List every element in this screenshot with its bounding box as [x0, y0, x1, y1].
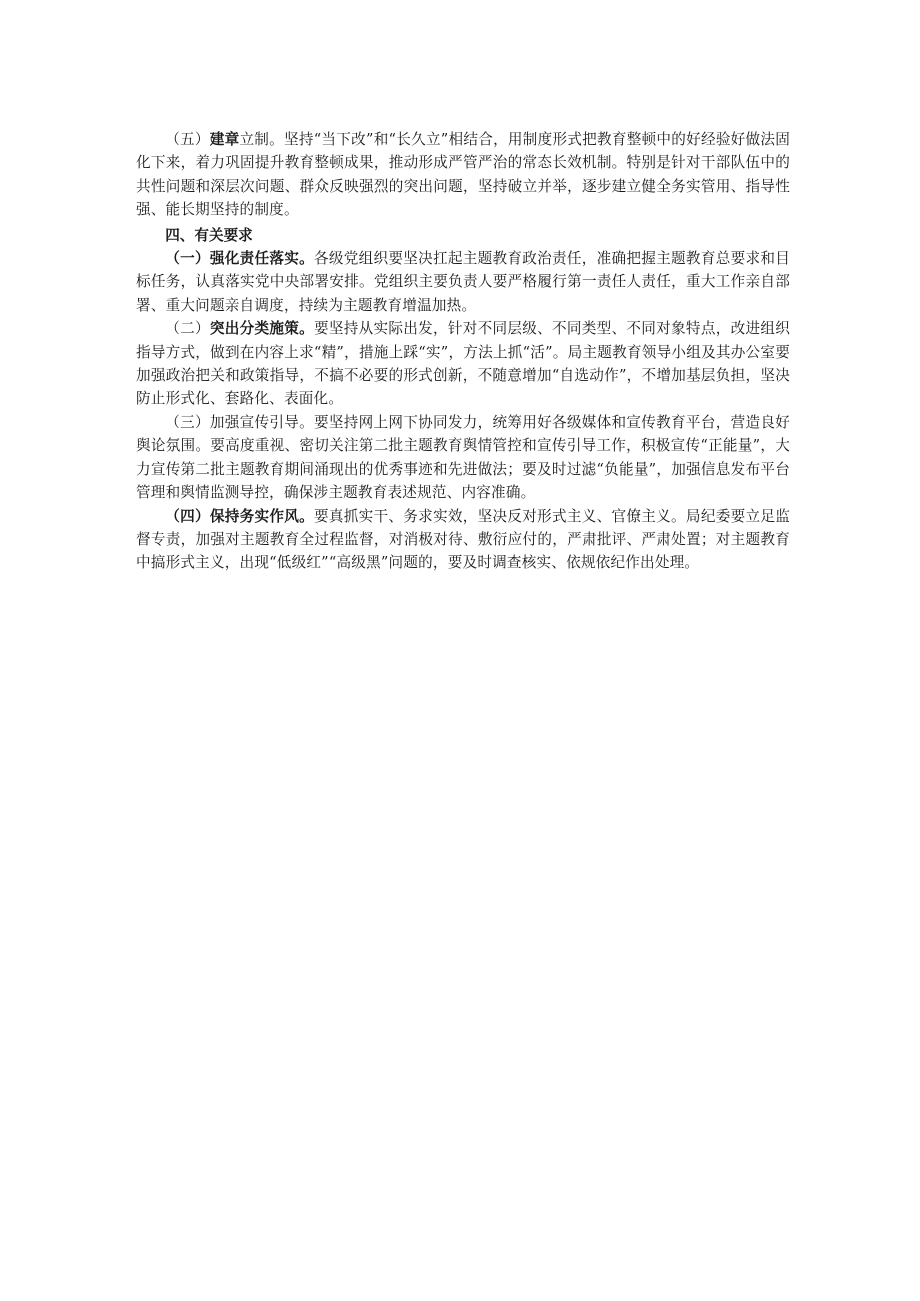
document-body	[136, 128, 790, 575]
requirement-prefix: （四）	[165, 507, 210, 525]
requirement-title: 加强宣传引导。	[209, 413, 314, 431]
requirement-body: 要坚持网上网下协同发力，统筹用好各级媒体和宣传教育平台，营造良好舆论氛围。要高度重视、密切关注第二批主题教育舆情管控和宣传引导工作，积极宣传“正能量”，大力宣传第二批主题教育期间涌现出的优秀事迹和先进做法；要及时过滤“负能量”，加强信息发布平台管理和舆情监测导控，确保涉主题教育表述规范、内容准确。	[136, 413, 790, 502]
requirement-prefix: （一）	[165, 250, 210, 268]
paragraph-five-prefix: （五）	[165, 131, 210, 148]
paragraph-five-title-bold: 建章	[209, 131, 240, 148]
requirement-title: 突出分类施策。	[209, 320, 314, 338]
requirement-item	[136, 317, 790, 411]
paragraph-five-body: 坚持“当下改”和“长久立”相结合，用制度形式把教育整顿中的好经验好做法固化下来，着力巩固提升教育整顿成果，推动形成严管严治的常态长效机制。特别是针对干部队伍中的共性问题和深层次问题、群众反映强烈的突出问题，坚持破立并举，逐步建立健全务实管用、指导性强、能长期坚持的制度。	[136, 131, 791, 219]
requirement-title: 强化责任落实。	[209, 250, 314, 268]
requirement-body: 各级党组织要坚决扛起主题教育政治责任，准确把握主题教育总要求和目标任务，认真落实党中央部署安排。党组织主要负责人要严格履行第一责任人责任，重大工作亲自部署、重大问题亲自调度，持续为主题教育增温加热。	[136, 250, 790, 314]
requirement-item	[136, 247, 790, 317]
paragraph-five	[136, 128, 790, 222]
requirement-title: 保持务实作风。	[209, 507, 314, 525]
section-heading: 四、有关要求	[165, 226, 253, 244]
requirement-item	[136, 411, 790, 505]
requirement-body: 要坚持从实际出发，针对不同层级、不同类型、不同对象特点，改进组织指导方式，做到在内容上求“精”，措施上踩“实”，方法上抓“活”。局主题教育领导小组及其办公室要加强政治把关和政策指导，不搞不必要的形式创新，不随意增加“自选动作”，不增加基层负担，坚决防止形式化、套路化、表面化。	[136, 320, 790, 408]
requirement-prefix: （三）	[165, 413, 210, 431]
paragraph-five-title-plain: 立制。	[239, 131, 285, 148]
requirement-body: 要真抓实干、务求实效，坚决反对形式主义、官僚主义。局纪委要立足监督专责，加强对主题教育全过程监督，对消极对待、敷衍应付的，严肃批评、严肃处置；对主题教育中搞形式主义，出现“低级红”“高级黑”问题的，要及时调查核实、依规依纪作出处理。	[136, 507, 790, 572]
requirement-item	[136, 505, 790, 575]
requirement-prefix: （二）	[165, 320, 210, 338]
